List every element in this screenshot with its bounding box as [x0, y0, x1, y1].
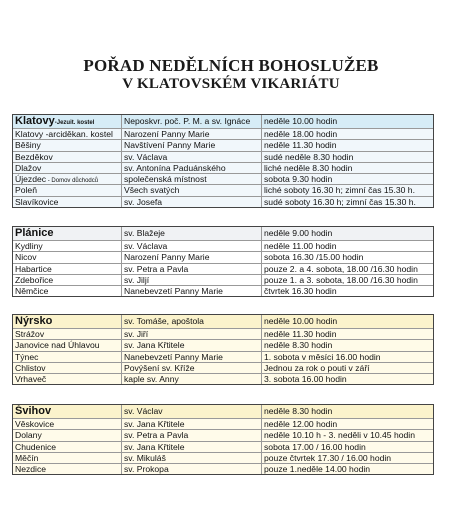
place-cell: Janovice nad Úhlavou [13, 340, 122, 350]
place-cell: Němčice [13, 286, 122, 296]
time-cell: neděle 10.00 hodin [264, 116, 338, 126]
table-row [13, 441, 433, 452]
time-cell: neděle 9.00 hodin [264, 228, 333, 238]
time-cell: sobota 17.00 / 16.00 hodin [264, 441, 366, 452]
table-row [13, 285, 433, 296]
place-cell: Týnec [13, 352, 122, 362]
table-row [13, 151, 433, 162]
time-cell: sobota 9.30 hodin [264, 174, 333, 185]
time-cell: neděle 11.30 hodin [264, 140, 337, 151]
church-cell: sv. Jiljí [122, 275, 262, 285]
table-row [13, 115, 433, 128]
section-svihov [12, 404, 434, 475]
church-cell: sv. Václava [122, 241, 262, 251]
time-cell: 3. sobota 16.00 hodin [264, 374, 347, 385]
section-klatovy [12, 114, 434, 208]
table-row [13, 351, 433, 362]
church-cell: Povýšení sv. Kříže [122, 363, 262, 373]
church-cell: kaple sv. Anny [122, 374, 262, 384]
time-cell: sobota 16.30 /15.00 hodin [264, 252, 364, 263]
place-cell: Klatovy-Jezuit. kostel [13, 115, 122, 128]
church-cell: sv. Prokopa [122, 464, 262, 474]
time-cell: sudé neděle 8.30 hodin [264, 151, 354, 162]
time-cell: 1. sobota v měsíci 16.00 hodin [264, 351, 381, 362]
church-cell: sv. Petra a Pavla [122, 264, 262, 274]
table-row [13, 405, 433, 418]
church-cell: sv. Václava [122, 152, 262, 162]
time-cell: pouze 2. a 4. sobota, 18.00 /16.30 hodin [264, 263, 418, 274]
table-row [13, 128, 433, 139]
place-cell: Dolany [13, 430, 122, 440]
time-cell: pouze čtvrtek 17.30 / 16.00 hodin [264, 452, 392, 463]
place-cell: Věskovice [13, 419, 122, 429]
place-cell: Strážov [13, 329, 122, 339]
time-cell: pouze 1. a 3. sobota, 18.00 /16.30 hodin [264, 274, 418, 285]
table-row [13, 452, 433, 463]
time-cell: neděle 11.30 hodin [264, 329, 337, 339]
church-cell: společenská místnost [122, 174, 262, 184]
time-cell: neděle 12.00 hodin [264, 419, 338, 429]
church-cell: sv. Blažeje [122, 227, 262, 240]
church-cell: sv. Jiří [122, 329, 262, 339]
time-cell: neděle 10.00 hodin [264, 316, 338, 326]
church-cell: sv. Mikuláš [122, 453, 262, 463]
place-cell: Chudenice [13, 442, 122, 452]
time-cell: neděle 8.30 hodin [264, 406, 333, 416]
time-cell: neděle 18.00 hodin [264, 129, 338, 139]
church-cell: Neposkvr. poč. P. M. a sv. Ignáce [122, 115, 262, 128]
time-cell: neděle 8.30 hodin [264, 340, 333, 351]
place-cell: Klatovy -arciděkan. kostel [13, 129, 122, 139]
church-cell: sv. Jana Křtitele [122, 419, 262, 429]
table-row [13, 173, 433, 184]
place-cell: Poleň [13, 185, 122, 195]
table-row [13, 139, 433, 150]
table-row [13, 251, 433, 262]
church-cell: sv. Tomáše, apoštola [122, 315, 262, 328]
table-row [13, 184, 433, 195]
church-cell: sv. Petra a Pavla [122, 430, 262, 440]
table-row [13, 418, 433, 429]
table-row [13, 328, 433, 339]
church-cell: Navštívení Panny Marie [122, 140, 262, 150]
table-row [13, 429, 433, 440]
church-cell: sv. Antonína Paduánského [122, 163, 262, 173]
time-cell: pouze 1.neděle 14.00 hodin [264, 464, 371, 475]
place-cell: Zdebořice [13, 275, 122, 285]
place-cell: Vrhaveč [13, 374, 122, 384]
church-cell: sv. Jana Křtitele [122, 340, 262, 350]
church-cell: Nanebevzetí Panny Marie [122, 352, 262, 362]
table-row [13, 274, 433, 285]
church-cell: Narození Panny Marie [122, 252, 262, 262]
time-cell: neděle 10.10 h - 3. neděli v 10.45 hodin [264, 430, 415, 441]
church-cell: sv. Josefa [122, 197, 262, 207]
time-cell: sudé soboty 16.30 h; zimní čas 15.30 h. [264, 196, 416, 207]
table-row [13, 339, 433, 350]
section-nyrsko [12, 314, 434, 385]
place-cell: Újezdec - Domov důchodců [13, 174, 122, 184]
time-cell: Jednou za rok o pouti v září [264, 362, 370, 373]
place-cell: Měčín [13, 453, 122, 463]
place-cell: Nezdice [13, 464, 122, 474]
table-row [13, 240, 433, 251]
place-cell: Bezděkov [13, 152, 122, 162]
time-cell: liché soboty 16.30 h; zimní čas 15.30 h. [264, 185, 415, 196]
place-cell: Dlažov [13, 163, 122, 173]
place-cell: Nýrsko [13, 315, 122, 328]
place-cell: Chlistov [13, 363, 122, 373]
place-cell: Nicov [13, 252, 122, 262]
table-row [13, 463, 433, 474]
church-cell: sv. Václav [122, 405, 262, 418]
time-cell: neděle 11.00 hodin [264, 241, 337, 251]
time-cell: liché neděle 8.30 hodin [264, 162, 353, 173]
table-row [13, 162, 433, 173]
table-row [13, 196, 433, 207]
church-cell: Nanebevzetí Panny Marie [122, 286, 262, 296]
church-cell: Narození Panny Marie [122, 129, 262, 139]
table-row [13, 263, 433, 274]
place-cell: Slavíkovice [13, 197, 122, 207]
page-subtitle: V KLATOVSKÉM VIKARIÁTU [122, 76, 340, 92]
place-cell: Plánice [13, 227, 122, 240]
page-title: POŘAD NEDĚLNÍCH BOHOSLUŽEB [83, 56, 379, 75]
church-cell: sv. Jana Křtitele [122, 442, 262, 452]
table-row [13, 373, 433, 384]
place-cell: Kydliny [13, 241, 122, 251]
time-cell: čtvrtek 16.30 hodin [264, 286, 337, 297]
place-cell: Habartice [13, 264, 122, 274]
place-cell: Švihov [13, 405, 122, 418]
table-row [13, 315, 433, 328]
section-planice [12, 226, 434, 297]
place-cell: Běšiny [13, 140, 122, 150]
table-row [13, 227, 433, 240]
church-cell: Všech svatých [122, 185, 262, 195]
table-row [13, 362, 433, 373]
